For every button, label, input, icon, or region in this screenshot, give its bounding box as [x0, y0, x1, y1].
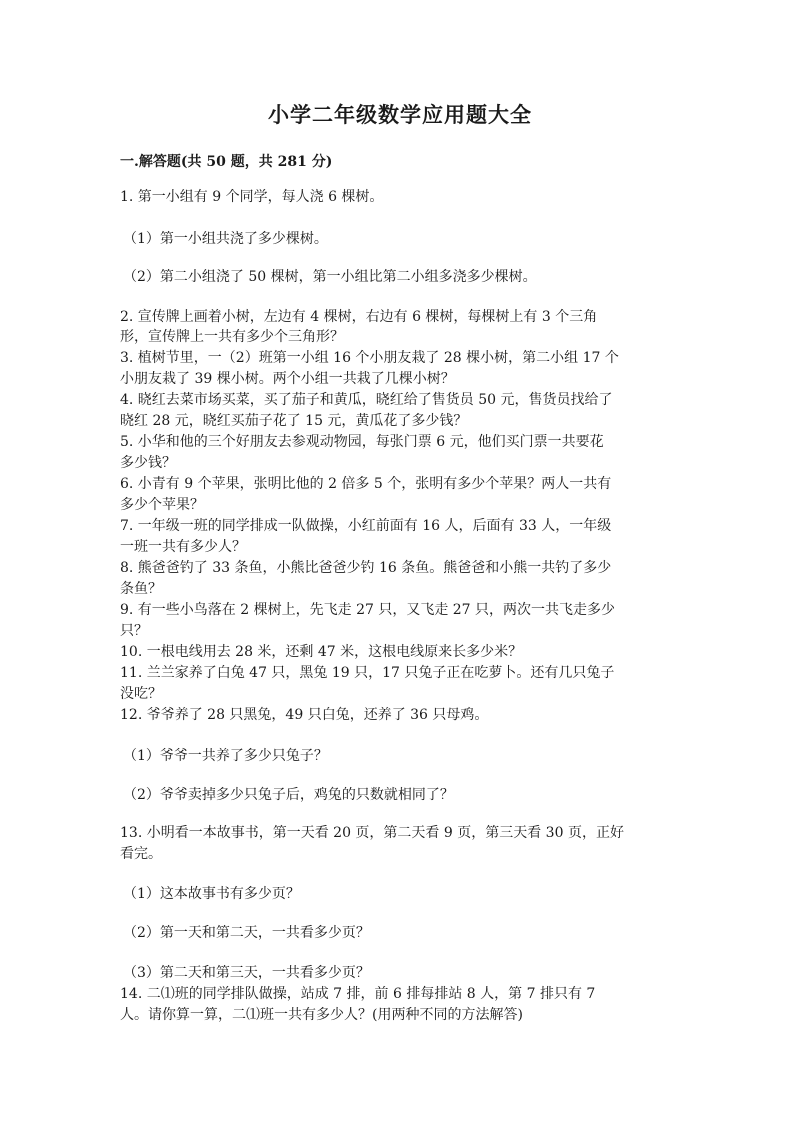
q1-sub-1: （1）第一小组共浇了多少棵树。: [123, 231, 328, 247]
q12-sub-1: （1）爷爷一共养了多少只兔子？: [123, 748, 328, 764]
q6-line-1: 6. 小青有 9 个苹果，张明比他的 2 倍多 5 个，张明有多少个苹果？两人一共有: [120, 476, 612, 492]
q1-line-1: 1. 第一小组有 9 个同学，每人浇 6 棵树。: [120, 189, 384, 205]
q13-sub-2: （2）第一天和第二天，一共看多少页？: [123, 925, 370, 941]
q4-line-1: 4. 晓红去菜市场买菜，买了茄子和黄瓜，晓红给了售货员 50 元，售货员找给了: [120, 392, 613, 408]
q9-line-2: 只？: [120, 623, 148, 639]
q5-line-2: 多少钱？: [120, 455, 176, 471]
q14-line-2: 人。请你算一算，二⑴班一共有多少人？(用两种不同的方法解答): [120, 1007, 523, 1023]
page-title: 小学二年级数学应用题大全: [268, 102, 532, 127]
q6-line-2: 多少个苹果？: [120, 497, 204, 513]
q5-line-1: 5. 小华和他的三个好朋友去参观动物园，每张门票 6 元，他们买门票一共要花: [120, 434, 604, 450]
q10-line-1: 10. 一根电线用去 28 米，还剩 47 米，这根电线原来长多少米？: [120, 644, 523, 660]
q2-line-2: 形，宣传牌上一共有多少个三角形？: [120, 329, 344, 345]
section-heading: 一.解答题(共 50 题，共 281 分): [120, 154, 333, 170]
q2-line-1: 2. 宣传牌上画着小树，左边有 4 棵树，右边有 6 棵树，每棵树上有 3 个三角: [120, 309, 598, 325]
q13-sub-1: （1）这本故事书有多少页？: [123, 886, 300, 902]
q13-sub-3: （3）第二天和第三天，一共看多少页？: [123, 965, 370, 981]
q11-line-1: 11. 兰兰家养了白兔 47 只，黑兔 19 只，17 只兔子正在吃萝卜。还有几只兔子: [120, 665, 615, 681]
q1-sub-2: （2）第二小组浇了 50 棵树，第一小组比第二小组多浇多少棵树。: [123, 269, 537, 285]
q8-line-1: 8. 熊爸爸钓了 33 条鱼，小熊比爸爸少钓 16 条鱼。熊爸爸和小熊一共钓了多少: [120, 560, 612, 576]
q3-line-2: 小朋友栽了 39 棵小树。两个小组一共栽了几棵小树？: [120, 371, 455, 387]
q7-line-1: 7. 一年级一班的同学排成一队做操，小红前面有 16 人，后面有 33 人，一年级: [120, 518, 612, 534]
q14-line-1: 14. 二⑴班的同学排队做操，站成 7 排，前 6 排每排站 8 人，第 7 排只有 7: [120, 986, 596, 1002]
q13-line-2: 看完。: [120, 846, 162, 862]
q12-line-1: 12. 爷爷养了 28 只黑兔，49 只白兔，还养了 36 只母鸡。: [120, 707, 489, 723]
q13-line-1: 13. 小明看一本故事书，第一天看 20 页，第二天看 9 页，第三天看 30 页，正好: [120, 825, 624, 841]
q11-line-2: 没吃？: [120, 686, 162, 702]
q3-line-1: 3. 植树节里，一（2）班第一小组 16 个小朋友栽了 28 棵小树，第二小组 17 个: [120, 350, 619, 366]
q4-line-2: 晓红 28 元，晓红买茄子花了 15 元，黄瓜花了多少钱？: [120, 413, 468, 429]
q9-line-1: 9. 有一些小鸟落在 2 棵树上，先飞走 27 只，又飞走 27 只，两次一共飞走多少: [120, 602, 616, 618]
q12-sub-2: （2）爷爷卖掉多少只兔子后，鸡兔的只数就相同了？: [123, 787, 454, 803]
q8-line-2: 条鱼？: [120, 581, 162, 597]
q7-line-2: 一班一共有多少人？: [120, 539, 246, 555]
